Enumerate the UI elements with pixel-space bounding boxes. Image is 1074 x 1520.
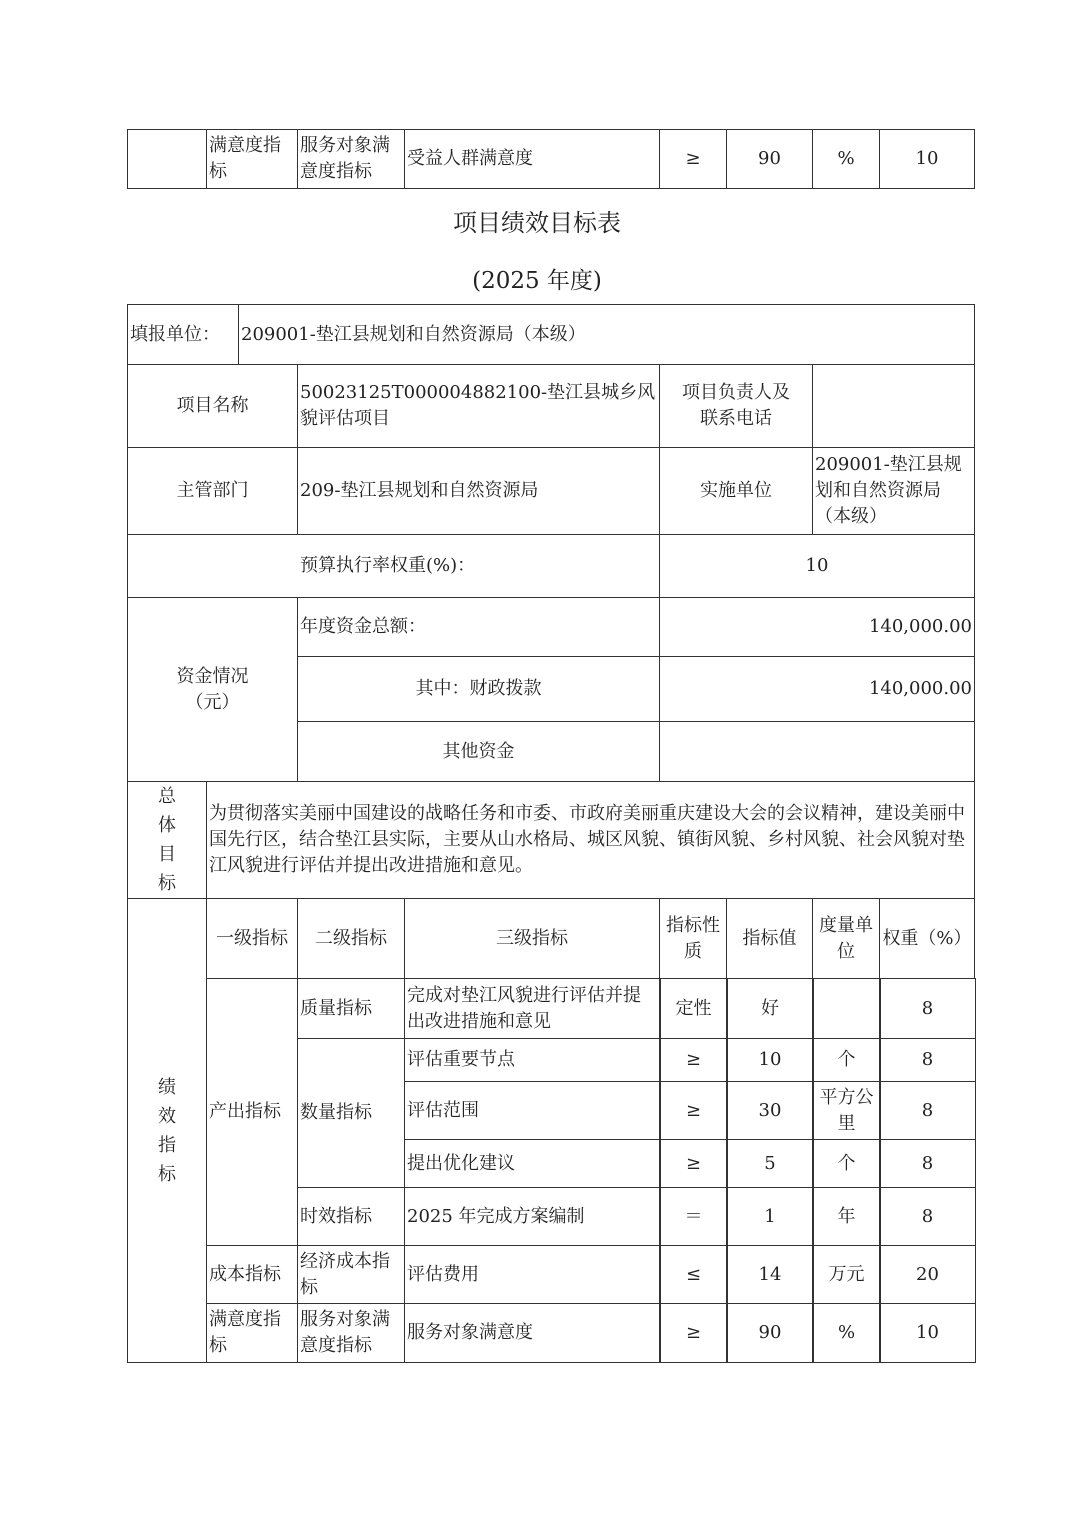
- indicator-unit: %: [812, 1303, 881, 1363]
- prev-row-level3: 受益人群满意度: [404, 129, 660, 189]
- prev-row-blank-cell: [127, 129, 207, 189]
- level2-time: 时效指标: [297, 1187, 405, 1246]
- indicators-section-label: 绩效指标: [127, 898, 207, 1363]
- indicator-value: 30: [726, 1081, 814, 1140]
- prev-row-nature: ≥: [659, 129, 727, 189]
- indicator-nature: ＝: [659, 1187, 728, 1246]
- indicator-level3: 服务对象满意度: [404, 1303, 661, 1363]
- level1-cost: 成本指标: [206, 1245, 298, 1304]
- level1-satisfaction: 满意度指标: [206, 1303, 298, 1363]
- indicator-value: 5: [726, 1139, 814, 1188]
- col-header-level2: 二级指标: [297, 898, 405, 979]
- project-name-value: 50023125T000004882100-垫江县城乡风貌评估项目: [297, 364, 660, 448]
- level2-quantity: 数量指标: [297, 1038, 405, 1188]
- indicator-nature: 定性: [659, 978, 728, 1039]
- budget-rate-label: 预算执行率权重(%)：: [127, 534, 660, 598]
- prev-row-level1: 满意度指标: [206, 129, 298, 189]
- indicator-nature: ≤: [659, 1245, 728, 1304]
- project-name-label: 项目名称: [127, 364, 298, 448]
- funds-total-label: 年度资金总额：: [297, 597, 660, 657]
- indicator-value: 90: [726, 1303, 814, 1363]
- indicator-nature: ≥: [659, 1081, 728, 1140]
- indicator-unit: 个: [812, 1038, 881, 1082]
- indicator-level3: 提出优化建议: [404, 1139, 661, 1188]
- dept-value: 209-垫江县规划和自然资源局: [297, 447, 660, 535]
- indicator-nature: ≥: [659, 1303, 728, 1363]
- indicator-nature: ≥: [659, 1139, 728, 1188]
- indicator-level3: 评估范围: [404, 1081, 661, 1140]
- col-header-level1: 一级指标: [206, 898, 298, 979]
- indicator-weight: 8: [879, 1139, 976, 1188]
- funds-total-value: 140,000.00: [659, 597, 975, 657]
- level2-cost: 经济成本指标: [297, 1245, 405, 1304]
- indicator-unit: 个: [812, 1139, 881, 1188]
- funds-label: 资金情况（元）: [127, 597, 298, 782]
- indicator-unit: 平方公里: [812, 1081, 881, 1140]
- indicator-level3: 评估费用: [404, 1245, 661, 1304]
- page-subtitle: (2025 年度): [472, 268, 602, 294]
- budget-rate-value: 10: [659, 534, 975, 598]
- filing-unit-label: 填报单位：: [127, 304, 239, 365]
- indicator-unit: 万元: [812, 1245, 881, 1304]
- contact-label: 项目负责人及联系电话: [659, 364, 813, 448]
- contact-value: [812, 364, 975, 448]
- indicator-value: 好: [726, 978, 814, 1039]
- indicator-level3: 2025 年完成方案编制: [404, 1187, 661, 1246]
- indicator-weight: 8: [879, 1081, 976, 1140]
- indicator-weight: 8: [879, 1187, 976, 1246]
- col-header-unit: 度量单位: [812, 898, 880, 979]
- level2-satisfaction: 服务对象满意度指标: [297, 1303, 405, 1363]
- goal-label: 总体目标: [127, 781, 207, 899]
- funds-fiscal-label: 其中：财政拨款: [297, 656, 660, 722]
- page-title: 项目绩效目标表: [453, 209, 621, 237]
- dept-label: 主管部门: [127, 447, 298, 535]
- filing-unit-value: 209001-垫江县规划和自然资源局（本级）: [238, 304, 975, 365]
- prev-row-weight: 10: [879, 129, 975, 189]
- prev-row-value: 90: [726, 129, 813, 189]
- indicator-value: 14: [726, 1245, 814, 1304]
- col-header-level3: 三级指标: [404, 898, 660, 979]
- indicator-weight: 8: [879, 1038, 976, 1082]
- impl-label: 实施单位: [659, 447, 813, 535]
- indicator-unit: 年: [812, 1187, 881, 1246]
- indicator-nature: ≥: [659, 1038, 728, 1082]
- indicator-weight: 20: [879, 1245, 976, 1304]
- prev-row-unit: %: [812, 129, 880, 189]
- indicator-level3: 评估重要节点: [404, 1038, 661, 1082]
- level2-quality: 质量指标: [297, 978, 405, 1039]
- indicator-value: 10: [726, 1038, 814, 1082]
- goal-text: 为贯彻落实美丽中国建设的战略任务和市委、市政府美丽重庆建设大会的会议精神，建设美丽中国先行区，结合垫江县实际，主要从山水格局、城区风貌、镇街风貌、乡村风貌、社会风貌对垫江风貌进行评估并提出改进措施和意见。: [206, 781, 975, 899]
- funds-fiscal-value: 140,000.00: [659, 656, 975, 722]
- funds-other-label: 其他资金: [297, 721, 660, 782]
- impl-value: 209001-垫江县规划和自然资源局（本级）: [812, 447, 975, 535]
- col-header-weight: 权重（%）: [879, 898, 975, 979]
- funds-other-value: [659, 721, 975, 782]
- indicator-unit: [812, 978, 881, 1039]
- indicator-value: 1: [726, 1187, 814, 1246]
- indicator-weight: 8: [879, 978, 976, 1039]
- level1-output: 产出指标: [206, 978, 298, 1246]
- indicator-weight: 10: [879, 1303, 976, 1363]
- indicator-level3: 完成对垫江风貌进行评估并提出改进措施和意见: [404, 978, 661, 1039]
- prev-row-level2: 服务对象满意度指标: [297, 129, 405, 189]
- col-header-value: 指标值: [726, 898, 813, 979]
- col-header-nature: 指标性质: [659, 898, 727, 979]
